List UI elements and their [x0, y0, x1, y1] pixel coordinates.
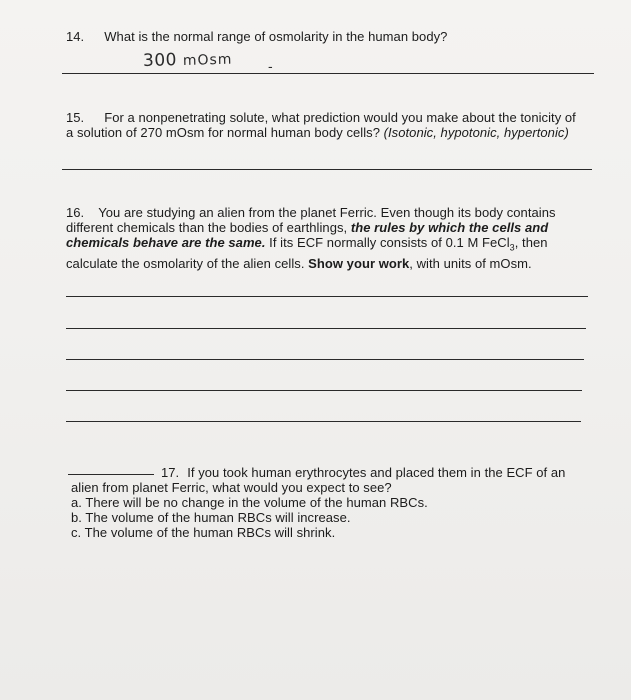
question-16-answer-line: [66, 296, 588, 297]
question-16-line-3: chemicals behave are the same. If its ECF normally consists of 0.1 M FeCl$_3$, then: [66, 235, 548, 253]
question-16-answer-line: [66, 328, 586, 329]
question-17-option-a: a. There will be no change in the volume of the human RBCs.: [71, 495, 428, 510]
question-17-option-c: c. The volume of the human RBCs will shrink.: [71, 525, 336, 540]
question-14-answer-line: [62, 73, 594, 74]
question-17-option-b: b. The volume of the human RBCs will increase.: [71, 510, 351, 525]
question-16-answer-line: [66, 359, 584, 360]
question-17-number: 17.: [161, 465, 180, 480]
question-14-number: 14.: [66, 29, 85, 44]
question-15-choices: (Isotonic, hypotonic, hypertonic): [383, 125, 569, 140]
question-15-number: 15.: [66, 110, 85, 125]
question-16-line-4: calculate the osmolarity of the alien cells. Show your work, with units of mOsm.: [66, 255, 532, 271]
answer-unit: mOsm: [182, 51, 233, 69]
answer-dash-mark: -: [268, 58, 273, 74]
question-17-line-2: alien from planet Ferric, what would you expect to see?: [71, 480, 392, 495]
question-16-line-2: different chemicals than the bodies of earthlings, the rules by which the cells and: [66, 220, 549, 235]
question-14: [66, 29, 447, 44]
question-17-line-1: 17. If you took human erythrocytes and placed them in the ECF of an: [161, 465, 566, 480]
question-16: [66, 205, 556, 271]
question-15-answer-line: [62, 169, 592, 170]
question-15: [66, 110, 576, 140]
question-16-answer-line: [66, 421, 581, 422]
answer-value: 300: [142, 50, 178, 71]
question-16-line-1: 16. You are studying an alien from the planet Ferric. Even though its body contains: [66, 205, 556, 220]
question-16-answer-line: [66, 390, 582, 391]
question-17: [71, 465, 565, 540]
question-16-number: 16.: [66, 205, 85, 220]
question-15-line-1: 15. For a nonpenetrating solute, what prediction would you make about the tonicity of: [66, 110, 576, 125]
question-15-line-2: a solution of 270 mOsm for normal human body cells? (Isotonic, hypotonic, hypertonic): [66, 125, 569, 140]
question-14-handwritten-answer: [143, 49, 233, 71]
question-14-text: What is the normal range of osmolarity in the human body?: [104, 29, 448, 44]
